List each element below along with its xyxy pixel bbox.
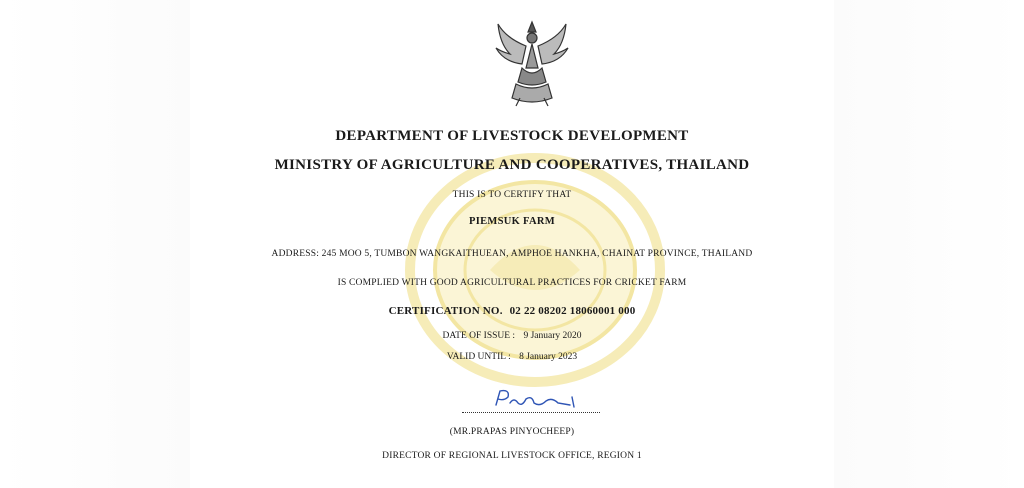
page-shadow-right	[834, 0, 1024, 488]
page-shadow-left	[0, 0, 190, 488]
farm-address: ADDRESS: 245 MOO 5, TUMBON WANGKAITHUEAN, AMPHOE HANKHA, CHAINAT PROVINCE, THAILAND	[271, 249, 753, 259]
certify-statement: THIS IS TO CERTIFY THAT	[452, 190, 572, 200]
signatory-title: DIRECTOR OF REGIONAL LIVESTOCK OFFICE, REGION 1	[382, 451, 642, 461]
certification-label: CERTIFICATION NO.	[388, 305, 503, 317]
certification-line	[0, 305, 1024, 317]
issue-date-row	[0, 331, 1024, 341]
department-heading: DEPARTMENT OF LIVESTOCK DEVELOPMENT	[335, 128, 689, 144]
compliance-statement: IS COMPLIED WITH GOOD AGRICULTURAL PRACTICES FOR CRICKET FARM	[337, 278, 687, 288]
ministry-heading: MINISTRY OF AGRICULTURE AND COOPERATIVES, THAILAND	[274, 157, 750, 173]
garuda-emblem-icon	[492, 18, 572, 108]
valid-until-row	[0, 352, 1024, 362]
valid-until-label: VALID UNTIL :	[446, 352, 511, 362]
signature-line	[462, 412, 600, 413]
certification-number: 02 22 08202 18060001 000	[509, 305, 636, 317]
issue-date-value: 9 January 2020	[523, 331, 582, 341]
issue-date-label: DATE OF ISSUE :	[442, 331, 516, 341]
valid-until-value: 8 January 2023	[519, 352, 578, 362]
farm-name: PIEMSUK FARM	[469, 216, 555, 227]
handwritten-signature	[488, 387, 578, 413]
signatory-name: (MR.PRAPAS PINYOCHEEP)	[449, 427, 575, 437]
